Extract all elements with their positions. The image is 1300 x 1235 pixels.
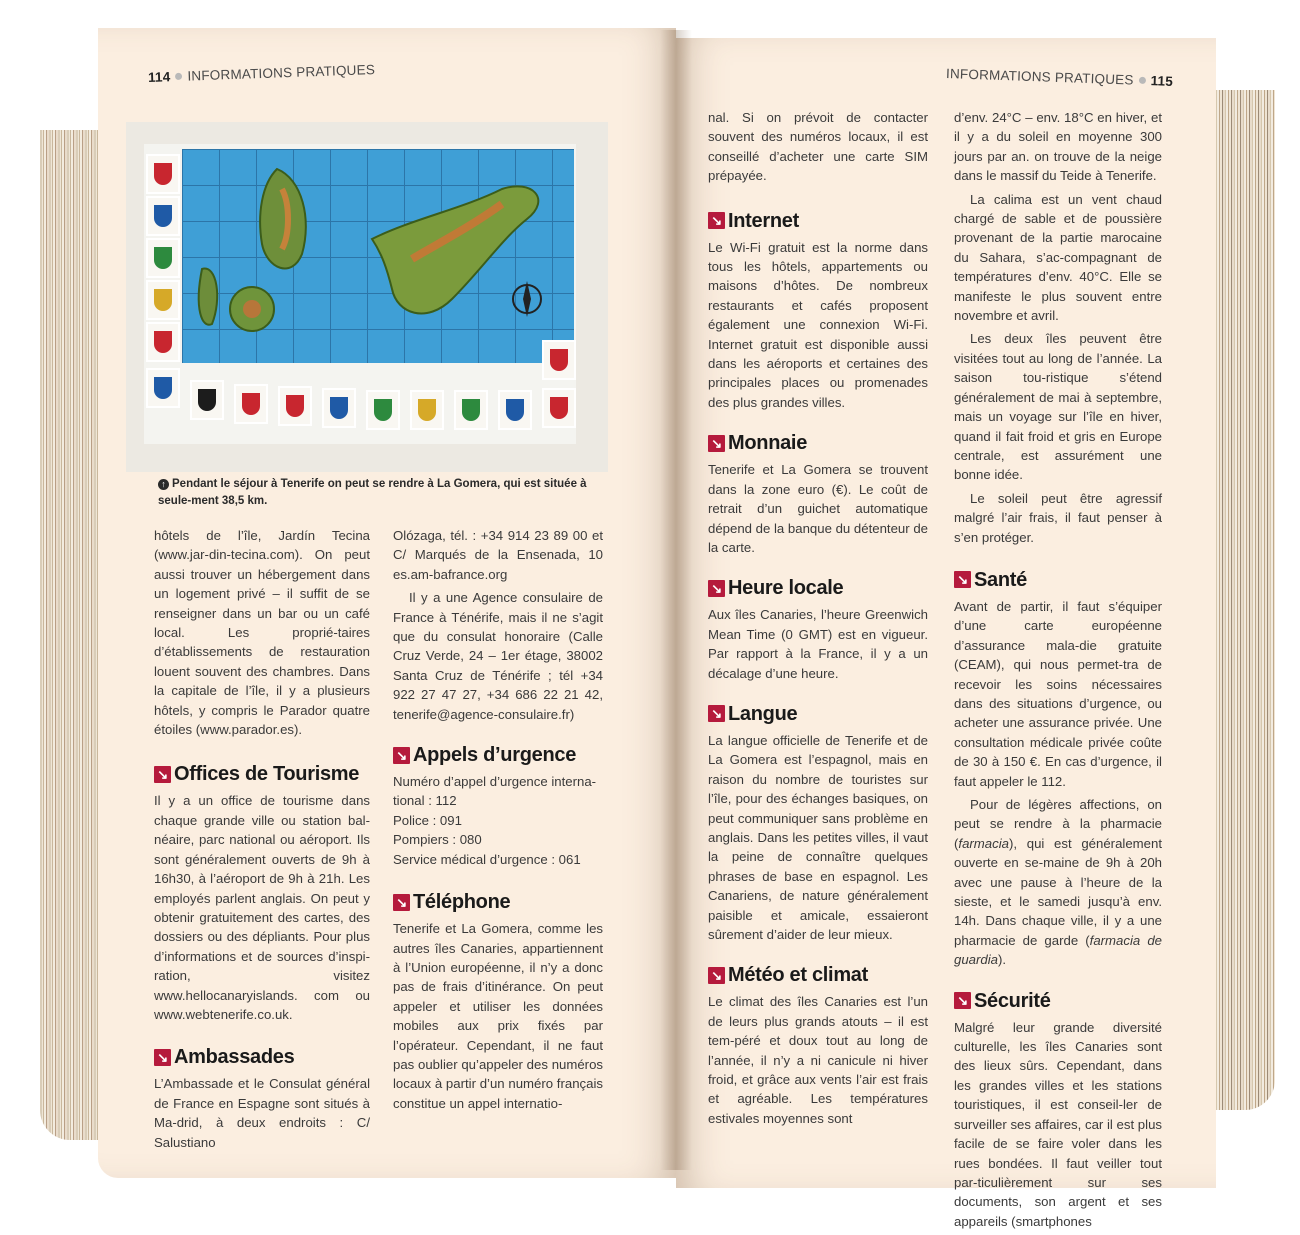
telephone-title: Téléphone <box>413 891 511 914</box>
bullet-dot-icon <box>175 73 182 80</box>
photo-caption-text: Pendant le séjour à Tenerife on peut se rendre à La Gomera, qui est située à seule-ment 38,5 km. <box>158 478 587 507</box>
arrow-bullet-icon: ↘ <box>393 894 410 911</box>
sante-title: Santé <box>974 568 1027 591</box>
offices-title: Offices de Tourisme <box>174 763 360 786</box>
crest-icon <box>410 390 444 430</box>
section-ambassades <box>154 1044 370 1152</box>
right-col2-intro-1: d’env. 24°C – env. 18°C en hiver, et il y a du soleil en moyenne 300 jours par an. on trouve de la neige dans le massif du Teide à Tenerife. <box>954 110 1162 184</box>
right-col2-intro-3: Les deux îles peuvent être visitées tout au long de l’année. La saison tou-ristique s’étend généralement de mai à septembre, mais un voyage sur l’île en hiver, quand il fait froid et gris en Europe centrale, est assurément une bonne idée. <box>954 331 1162 483</box>
section-internet <box>708 208 928 413</box>
arrow-bullet-icon: ↘ <box>708 212 725 229</box>
left-running-head-title: INFORMATIONS PRATIQUES <box>187 62 376 84</box>
internet-text: Le Wi-Fi gratuit est la norme dans tous les hôtels, appartements ou maisons d’hôtes. De nombreux restaurants et cafés proposent également une connexion Wi-Fi. Internet gratuit est disponible aussi dans les aéroports et certaines des principales places ou promenades des plus grandes villes. <box>708 239 928 410</box>
internet-title: Internet <box>728 209 799 232</box>
tile-wall <box>144 144 576 444</box>
arrow-bullet-icon: ↘ <box>708 967 725 984</box>
left-col2-intro-1: Olózaga, tél. : +34 914 23 89 00 et C/ Marqués de la Ensenada, 10 es.am-bafrance.org <box>393 528 603 582</box>
heure-title: Heure locale <box>728 577 844 600</box>
islands-map-icon <box>182 149 574 363</box>
section-sante <box>954 567 1162 970</box>
urgence-line: Police : 091 <box>393 812 462 828</box>
section-telephone <box>393 889 603 1113</box>
section-heure <box>708 575 928 683</box>
arrow-bullet-icon: ↘ <box>393 747 410 764</box>
urgence-title: Appels d’urgence <box>413 744 577 767</box>
arrow-bullet-icon: ↘ <box>708 705 725 722</box>
crest-icon <box>498 390 532 430</box>
crest-icon <box>366 390 400 430</box>
meteo-title: Météo et climat <box>728 964 868 987</box>
crest-icon <box>146 154 180 194</box>
urgence-line: Service médical d’urgence : 061 <box>393 851 581 867</box>
crest-icon <box>146 238 180 278</box>
crest-icon <box>278 386 312 426</box>
meteo-text: Le climat des îles Canaries est l’un de leurs plus grands atouts – il est tem-péré et doux tout au long de l’année, il n’y a ni canicule ni hiver froid, et grâce aux vents l’air est frais et agréable. Les températures estivales moyennes sont <box>708 994 928 1126</box>
section-offices <box>154 761 370 1024</box>
crest-icon <box>146 280 180 320</box>
arrow-bullet-icon: ↘ <box>154 1049 171 1066</box>
ambassades-text: L’Ambassade et le Consulat général de France en Espagne sont situés à Ma-drid, à deux endroits : C/ Salustiano <box>154 1076 370 1150</box>
urgence-line: Pompiers : 080 <box>393 832 482 848</box>
arrow-bullet-icon: ↘ <box>954 571 971 588</box>
section-heading <box>154 761 370 787</box>
right-col1-intro: nal. Si on prévoit de contacter souvent des numéros locaux, il est conseillé d’acheter une carte SIM prépayée. <box>708 110 928 184</box>
left-column-1 <box>154 526 370 1156</box>
section-heading <box>954 988 1162 1014</box>
crest-icon <box>542 340 576 380</box>
sante-text-2: Pour de légères affections, on peut se rendre à la pharmacie (farmacia), qui est généralement ouverte en se-maine de 9h à 20h avec une pause à l’heure de la sieste, et le samedi jusqu’à env. 14h. Dans chaque ville, il y a une pharmacie de garde (farmacia de guardia). <box>954 797 1162 968</box>
crest-icon <box>146 322 180 362</box>
right-column-1 <box>708 108 928 1132</box>
urgence-line: Numéro d’appel d’urgence interna- <box>393 774 597 790</box>
crest-icon <box>542 388 576 428</box>
section-monnaie <box>708 430 928 557</box>
arrow-bullet-icon: ↘ <box>154 766 171 783</box>
section-heading <box>954 567 1162 593</box>
canary-islands-map-tiles <box>182 149 574 363</box>
left-col1-intro: hôtels de l’île, Jardín Tecina (www.jar-din-tecina.com). On peut aussi trouver un hébergement dans un logement privé – il suffit de se renseigner dans un bar ou un café local. Les proprié-taires d’établissements de restauration louent souvent des chambres. Dans la capitale de l’île, il y a plusieurs hôtels, y compris le Parador quatre étoiles (www.parador.es). <box>154 528 370 738</box>
crest-icon <box>146 196 180 236</box>
left-page-number: 114 <box>147 69 171 85</box>
monnaie-title: Monnaie <box>728 432 808 455</box>
left-page-edges <box>40 130 100 1140</box>
right-running-head-title: INFORMATIONS PRATIQUES <box>945 66 1134 88</box>
book-gutter <box>660 30 692 1170</box>
offices-text: Il y a un office de tourisme dans chaque grande ville ou station bal-néaire, parc national ou aéroport. Ils sont généralement ouverts de 9h à 16h30, à l’aéroport de 9h à 21h. Les employés parlent anglais. On peut y obtenir gratuitement des cartes, des dossiers ou des dépliants. Pour plus d’informations et de sources d’inspi-ration, visitez www.hellocanaryislands. com ou www.webtenerife.co.uk. <box>154 793 370 1022</box>
arrow-bullet-icon: ↘ <box>708 435 725 452</box>
tile-map-photo <box>126 122 608 472</box>
section-langue <box>708 701 928 944</box>
section-heading <box>708 962 928 988</box>
crest-icon <box>234 384 268 424</box>
urgence-line: tional : 112 <box>393 793 457 809</box>
monnaie-text: Tenerife et La Gomera se trouvent dans la zone euro (€). Le coût de retrait d’un guichet automatique dépend de la banque du détenteur de la carte. <box>708 462 928 555</box>
section-meteo <box>708 962 928 1128</box>
arrow-bullet-icon: ↘ <box>708 580 725 597</box>
crest-icon <box>190 380 224 420</box>
heure-text: Aux îles Canaries, l’heure Greenwich Mean Time (0 GMT) est en vigueur. Par rapport à la France, il y a un décalage d’une heure. <box>708 607 928 681</box>
right-col2-intro-4: Le soleil peut être agressif malgré l’air frais, il faut penser à s’en protéger. <box>954 490 1162 545</box>
securite-text: Malgré leur grande diversité culturelle, les îles Canaries sont des lieux sûrs. Cependant, dans les grandes villes et les stations touristiques, il est conseil-ler de surveiller ses affaires, car il est plus facile de se faire voler dans les rues bondées. Il faut veiller tout par-ticulièrement sur ses documents, son argent et ses appareils (smartphones <box>954 1019 1162 1229</box>
right-page-number: 115 <box>1150 73 1174 89</box>
sante-text-1: Avant de partir, il faut s’équiper d’une carte européenne d’assurance mala-die gratuite (CEAM), qui nous permet-tra de recevoir les soins nécessaires dans des situations d’urgence, ou acheter une assurance privée. Une consultation médicale privée coûte de 30 à 150 €. En cas d’urgence, il faut appeler le 112. <box>954 598 1162 789</box>
section-urgence <box>393 742 603 869</box>
section-heading <box>393 742 603 768</box>
section-heading <box>154 1044 370 1070</box>
langue-title: Langue <box>728 702 798 725</box>
crest-icon <box>146 368 180 408</box>
section-heading <box>708 430 928 456</box>
ambassades-title: Ambassades <box>174 1046 295 1069</box>
left-col2-intro-2: Il y a une Agence consulaire de France à Ténérife, mais il ne s’agit que du consulat honoraire (Calle Cruz Verde, 24 – 1er étage, 38002 Santa Cruz de Ténérife ; tél +34 922 27 47 27, +34 686 22 21 42, tenerife@agence-consulaire.fr) <box>393 590 603 722</box>
securite-title: Sécurité <box>974 989 1051 1012</box>
langue-text: La langue officielle de Tenerife et de La Gomera est l’espagnol, mais en raison du nombre de touristes sur l’île, pour des échanges basiques, on peut communiquer sans problème en anglais. Dans les petites villes, il vaut la peine de connaître quelques phrases de base en espagnol. Les Canariens, de nature généralement paisible et amicale, essaieront sûrement d’aider de leur mieux. <box>708 732 928 942</box>
crest-icon <box>322 388 356 428</box>
section-heading <box>393 889 603 915</box>
left-column-2 <box>393 526 603 1117</box>
telephone-text: Tenerife et La Gomera, comme les autres îles Canaries, appartiennent à l’Union européenne, il n’y a donc pas de frais d’itinérance. On peut appeler et utiliser les données mobiles aux prix fixés par l’opérateur. Cependant, il ne faut pas oublier qu’appeler des numéros locaux à partir d’un numéro français constitue un appel internatio- <box>393 921 603 1111</box>
right-col2-intro-2: La calima est un vent chaud chargé de sable et de poussière provenant de la partie marocaine du Sahara, s’ac-compagnant de températures d’env. 40°C. Elle se manifeste le plus souvent entre novembre et avril. <box>954 191 1162 324</box>
crest-icon <box>454 390 488 430</box>
bullet-dot-icon <box>1139 77 1146 84</box>
section-heading <box>708 208 928 234</box>
right-column-2 <box>954 108 1162 1235</box>
arrow-bullet-icon: ↘ <box>954 992 971 1009</box>
arrow-up-icon: ↑ <box>158 479 169 490</box>
section-heading <box>708 575 928 601</box>
section-heading <box>708 701 928 727</box>
section-securite <box>954 988 1162 1231</box>
photo-caption <box>158 476 608 509</box>
